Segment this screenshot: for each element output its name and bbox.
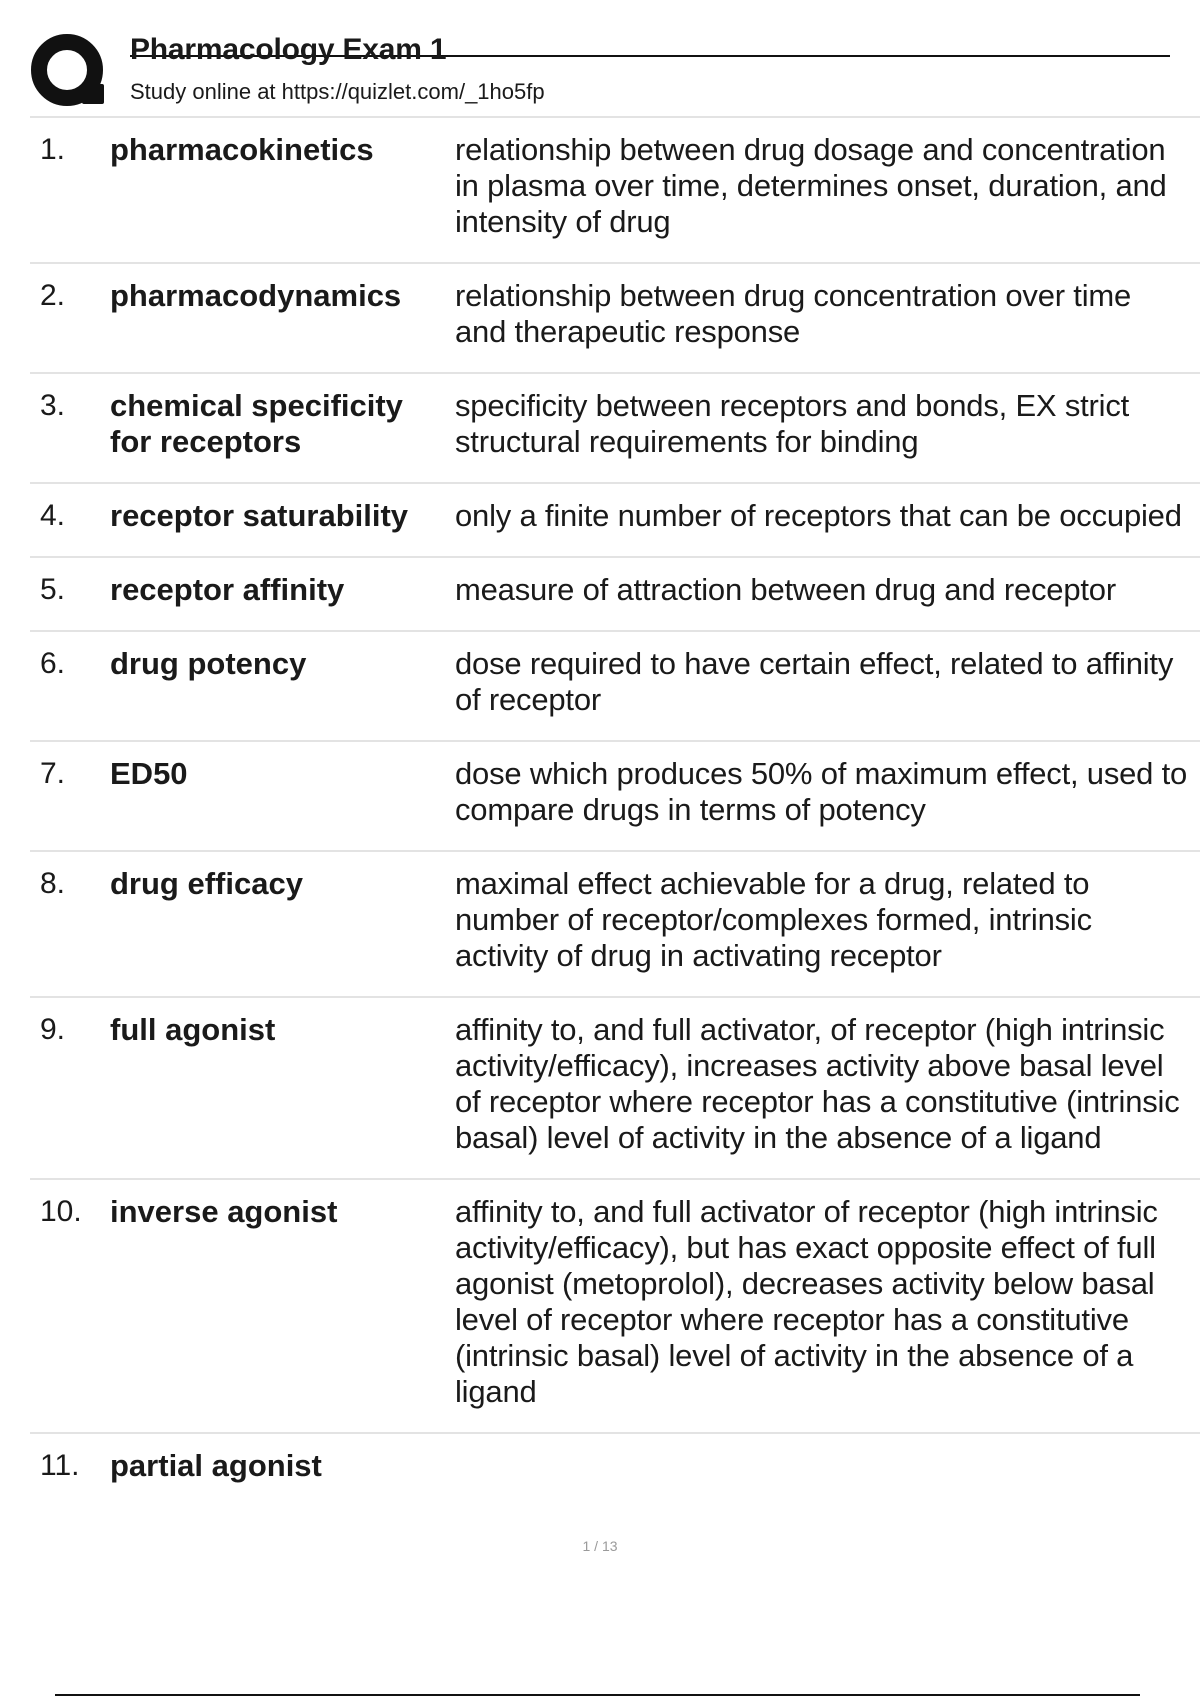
flashcard-row	[30, 1178, 1200, 1432]
card-definition: only a finite number of receptors that can be occupied	[455, 498, 1182, 533]
card-term: inverse agonist	[110, 1194, 338, 1229]
card-definition: affinity to, and full activator, of receptor (high intrinsic activity/efficacy), increases activity above basal level of receptor where receptor has a constitutive (intrinsic basal) level of activity in the absence of a ligand	[455, 1012, 1180, 1155]
flashcard-row	[30, 116, 1200, 262]
card-number: 5.	[40, 573, 66, 606]
card-term: full agonist	[110, 1012, 276, 1047]
card-number: 3.	[40, 389, 66, 422]
card-number: 10.	[40, 1195, 82, 1228]
card-number: 4.	[40, 499, 66, 532]
card-number: 6.	[40, 647, 66, 680]
bottom-divider	[55, 1694, 1140, 1696]
page-indicator: 1 / 13	[582, 1538, 618, 1554]
card-definition: relationship between drug dosage and concentration in plasma over time, determines onset, duration, and intensity of drug	[455, 132, 1167, 239]
quizlet-logo-icon	[30, 32, 112, 114]
card-term: receptor affinity	[110, 572, 345, 607]
flashcard-row	[30, 1432, 1200, 1498]
flashcard-row	[30, 262, 1200, 372]
card-definition: affinity to, and full activator of receptor (high intrinsic activity/efficacy), but has exact opposite effect of full agonist (metoprolol), decreases activity below basal level of receptor where receptor has a constitutive (intrinsic basal) level of activity in the absence of a ligand	[455, 1194, 1158, 1409]
document-header	[30, 28, 1140, 112]
card-number: 2.	[40, 279, 66, 312]
card-number: 11.	[40, 1449, 80, 1482]
card-number: 9.	[40, 1013, 66, 1046]
card-definition: dose which produces 50% of maximum effect, used to compare drugs in terms of potency	[455, 756, 1188, 827]
card-definition	[455, 1448, 1190, 1484]
card-term: pharmacokinetics	[110, 132, 374, 167]
card-term: receptor saturability	[110, 498, 409, 533]
card-number: 1.	[40, 133, 66, 166]
flashcard-row	[30, 850, 1200, 996]
card-term: ED50	[110, 756, 188, 791]
flashcard-row	[30, 372, 1200, 482]
card-term: drug potency	[110, 646, 307, 681]
flashcard-row	[30, 740, 1200, 850]
study-online-link[interactable]: Study online at https://quizlet.com/_1ho5fp	[130, 79, 545, 104]
flashcard-row	[30, 482, 1200, 556]
document-title: Pharmacology Exam 1	[130, 33, 447, 66]
flashcard-row	[30, 556, 1200, 630]
card-number: 8.	[40, 867, 66, 900]
card-definition: dose required to have certain effect, related to affinity of receptor	[455, 646, 1174, 717]
card-term: chemical specificity for receptors	[110, 388, 403, 459]
card-definition: specificity between receptors and bonds, EX strict structural requirements for binding	[455, 388, 1130, 459]
card-definition: measure of attraction between drug and receptor	[455, 572, 1116, 607]
card-definition: maximal effect achievable for a drug, related to number of receptor/complexes formed, intrinsic activity of drug in activating receptor	[455, 866, 1092, 973]
card-term: pharmacodynamics	[110, 278, 402, 313]
flashcard-list	[30, 116, 1200, 1498]
card-term: partial agonist	[110, 1448, 322, 1483]
card-term: drug efficacy	[110, 866, 303, 901]
flashcard-row	[30, 996, 1200, 1178]
card-definition: relationship between drug concentration over time and therapeutic response	[455, 278, 1132, 349]
flashcard-row	[30, 630, 1200, 740]
card-number: 7.	[40, 757, 66, 790]
